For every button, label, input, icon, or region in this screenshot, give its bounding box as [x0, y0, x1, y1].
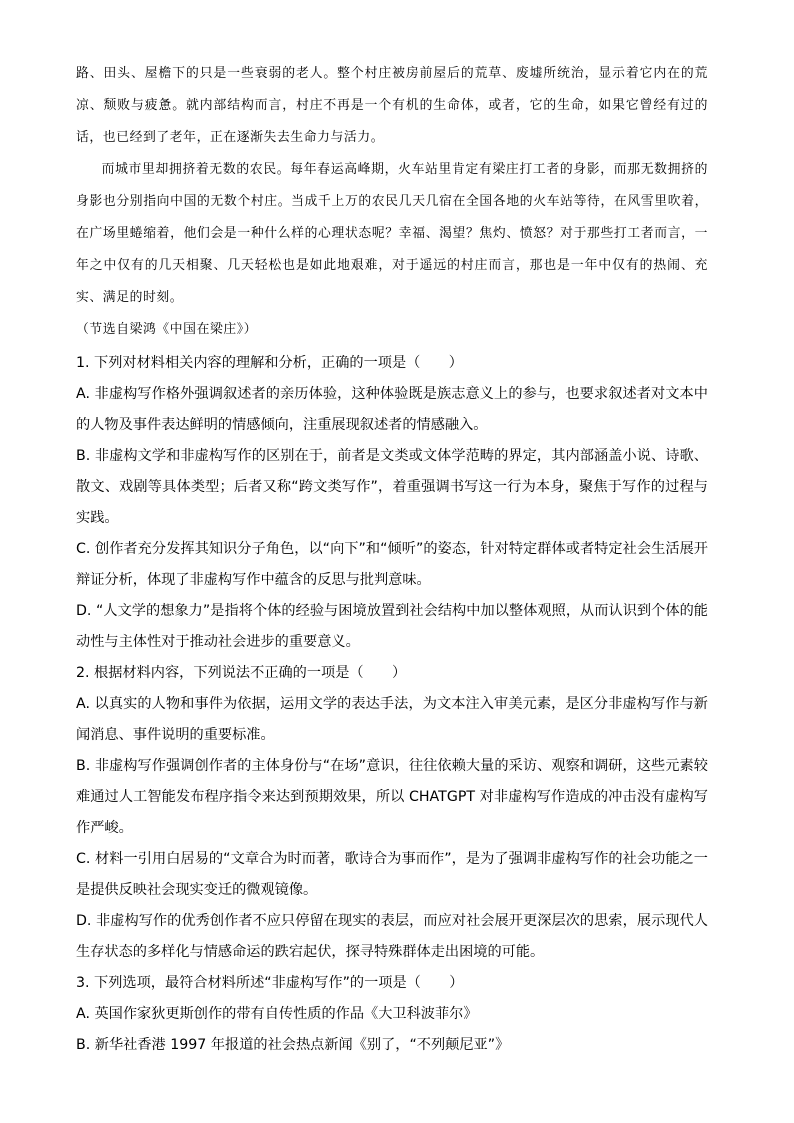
question-1: [76, 348, 708, 658]
passage-paragraph: 路、田头、屋檐下的只是一些衰弱的老人。整个村庄被房前屋后的荒草、废墟所统治，显示着它内在的荒凉、颓败与疲惫。就内部结构而言，村庄不再是一个有机的生命体，或者，它的生命，如果它曾经有过的话，也已经到了老年，正在逐渐失去生命力与活力。: [76, 66, 708, 145]
option-b: B. 新华社香港 1997 年报道的社会热点新闻《别了，“不列颠尼亚”》: [76, 1037, 510, 1053]
option-c: C. 创作者充分发挥其知识分子角色，以“向下”和“倾听”的姿态，针对特定群体或者特定社会生活展开辩证分析，体现了非虚构写作中蕴含的反思与批判意味。: [76, 541, 708, 588]
option-a: A. 英国作家狄更斯创作的带有自传性质的作品《大卫科波菲尔》: [76, 1006, 478, 1022]
question-2: [76, 658, 708, 968]
question-list: [76, 348, 708, 1061]
passage-source: （节选自梁鸿《中国在梁庄》）: [76, 322, 258, 337]
passage-paragraph: 而城市里却拥挤着无数的农民。每年春运高峰期，火车站里肯定有梁庄打工者的身影，而那无数拥挤的身影也分别指向中国的无数个村庄。当成千上万的农民几天几宿在全国各地的火车站等待，在风雪里吹着，在广场里蜷缩着，他们会是一种什么样的心理状态呢？幸福、渴望？焦灼、愤怒？对于那些打工者而言，一年之中仅有的几天相聚、几天轻松也是如此地艰难，对于遥远的村庄而言，那也是一年中仅有的热闹、充实、满足的时刻。: [76, 162, 708, 305]
question-stem: 2. 根据材料内容，下列说法不正确的一项是（ ）: [76, 665, 407, 681]
option-d: D. “人文学的想象力”是指将个体的经验与困境放置到社会结构中加以整体观照，从而认识到个体的能动性与主体性对于推动社会进步的重要意义。: [76, 603, 708, 650]
option-a: A. 非虚构写作格外强调叙述者的亲历体验，这种体验既是族志意义上的参与，也要求叙述者对文本中的人物及事件表达鲜明的情感倾向，注重展现叙述者的情感融入。: [76, 386, 708, 433]
question-stem: 1. 下列对材料相关内容的理解和分析，正确的一项是（ ）: [76, 355, 463, 371]
passage-excerpt: [76, 58, 708, 346]
option-a: A. 以真实的人物和事件为依据，运用文学的表达手法，为文本注入审美元素，是区分非虚构写作与新闻消息、事件说明的重要标准。: [76, 696, 708, 743]
question-3: [76, 968, 708, 1061]
option-c: C. 材料一引用白居易的“文章合为时而著，歌诗合为事而作”，是为了强调非虚构写作的社会功能之一是提供反映社会现实变迁的微观镜像。: [76, 851, 708, 898]
question-stem: 3. 下列选项，最符合材料所述“非虚构写作”的一项是（ ）: [76, 975, 464, 991]
option-d: D. 非虚构写作的优秀创作者不应只停留在现实的表层，而应对社会展开更深层次的思索，展示现代人生存状态的多样化与情感命运的跌宕起伏，探寻特殊群体走出困境的可能。: [76, 913, 708, 960]
option-b: B. 非虚构文学和非虚构写作的区别在于，前者是文类或文体学范畴的界定，其内部涵盖小说、诗歌、散文、戏剧等具体类型；后者又称“跨文类写作”，着重强调书写这一行为本身，聚焦于写作的过程与实践。: [76, 448, 708, 526]
option-b: B. 非虚构写作强调创作者的主体身份与“在场”意识，往往依赖大量的采访、观察和调研，这些元素较难通过人工智能发布程序指令来达到预期效果，所以 CHATGPT 对非虚构写作造成的冲击没有虚构写作严峻。: [76, 758, 708, 836]
